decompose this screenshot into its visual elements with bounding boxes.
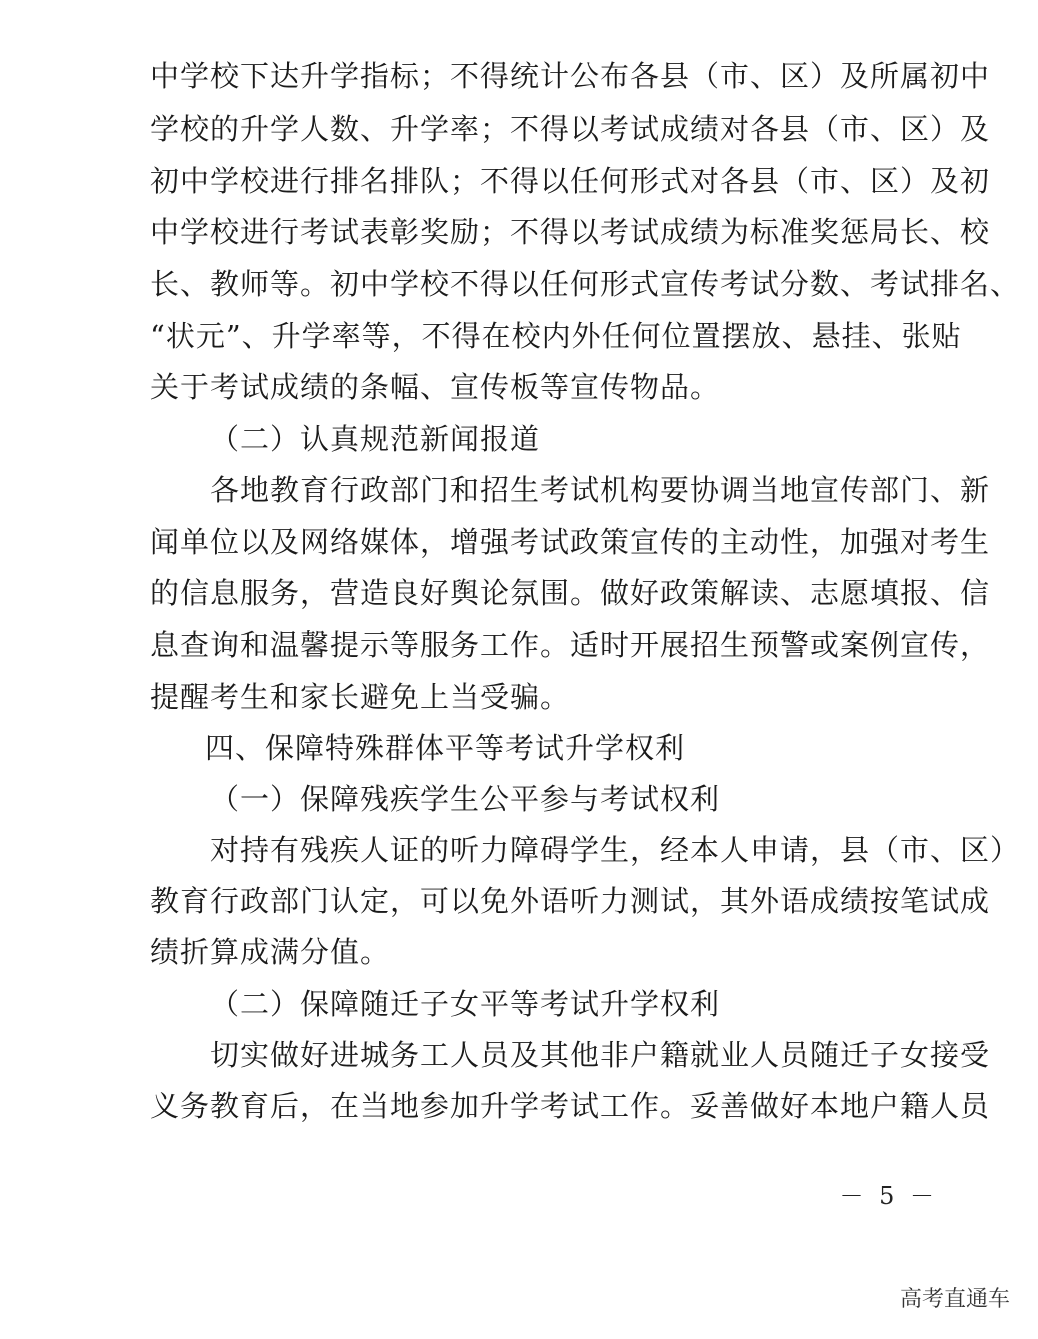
paragraph-line: 学校的升学人数、升学率；不得以考试成绩对各县（市、区）及: [150, 112, 991, 146]
paragraph-line: “状元”、升学率等，不得在校内外任何位置摆放、悬挂、张贴: [150, 319, 962, 353]
paragraph-line: 的信息服务，营造良好舆论氛围。做好政策解读、志愿填报、信: [150, 576, 991, 610]
paragraph-line: 闻单位以及网络媒体，增强考试政策宣传的主动性，加强对考生: [150, 525, 991, 559]
paragraph-line: 对持有残疾人证的听力障碍学生，经本人申请，县（市、区）: [210, 833, 1021, 867]
paragraph-line: 中学校下达升学指标；不得统计公布各县（市、区）及所属初中: [150, 59, 991, 93]
paragraph-line: 息查询和温馨提示等服务工作。适时开展招生预警或案例宣传，: [150, 628, 991, 662]
section-heading: （一）保障残疾学生公平参与考试权利: [210, 782, 721, 816]
paragraph-line: 长、教师等。初中学校不得以任何形式宣传考试分数、考试排名、: [150, 267, 1021, 301]
paragraph-line: 义务教育后，在当地参加升学考试工作。妥善做好本地户籍人员: [150, 1089, 991, 1123]
paragraph-line: 切实做好进城务工人员及其他非户籍就业人员随迁子女接受: [210, 1038, 991, 1072]
page-number: － 5 －: [839, 1182, 938, 1210]
paragraph-line: 绩折算成满分值。: [150, 935, 391, 969]
watermark-text: 高考直通车: [899, 1286, 1010, 1311]
paragraph-line: 中学校进行考试表彰奖励；不得以考试成绩为标准奖惩局长、校: [150, 215, 991, 249]
paragraph-line: 提醒考生和家长避免上当受骗。: [150, 680, 571, 714]
section-heading: （二）保障随迁子女平等考试升学权利: [210, 987, 721, 1021]
paragraph-line: 教育行政部门认定，可以免外语听力测试，其外语成绩按笔试成: [150, 884, 991, 918]
chapter-heading: 四、保障特殊群体平等考试升学权利: [205, 731, 686, 765]
paragraph-line: 关于考试成绩的条幅、宣传板等宣传物品。: [150, 370, 721, 404]
section-heading: （二）认真规范新闻报道: [210, 422, 541, 456]
paragraph-line: 初中学校进行排名排队；不得以任何形式对各县（市、区）及初: [150, 164, 991, 198]
paragraph-line: 各地教育行政部门和招生考试机构要协调当地宣传部门、新: [210, 473, 991, 507]
